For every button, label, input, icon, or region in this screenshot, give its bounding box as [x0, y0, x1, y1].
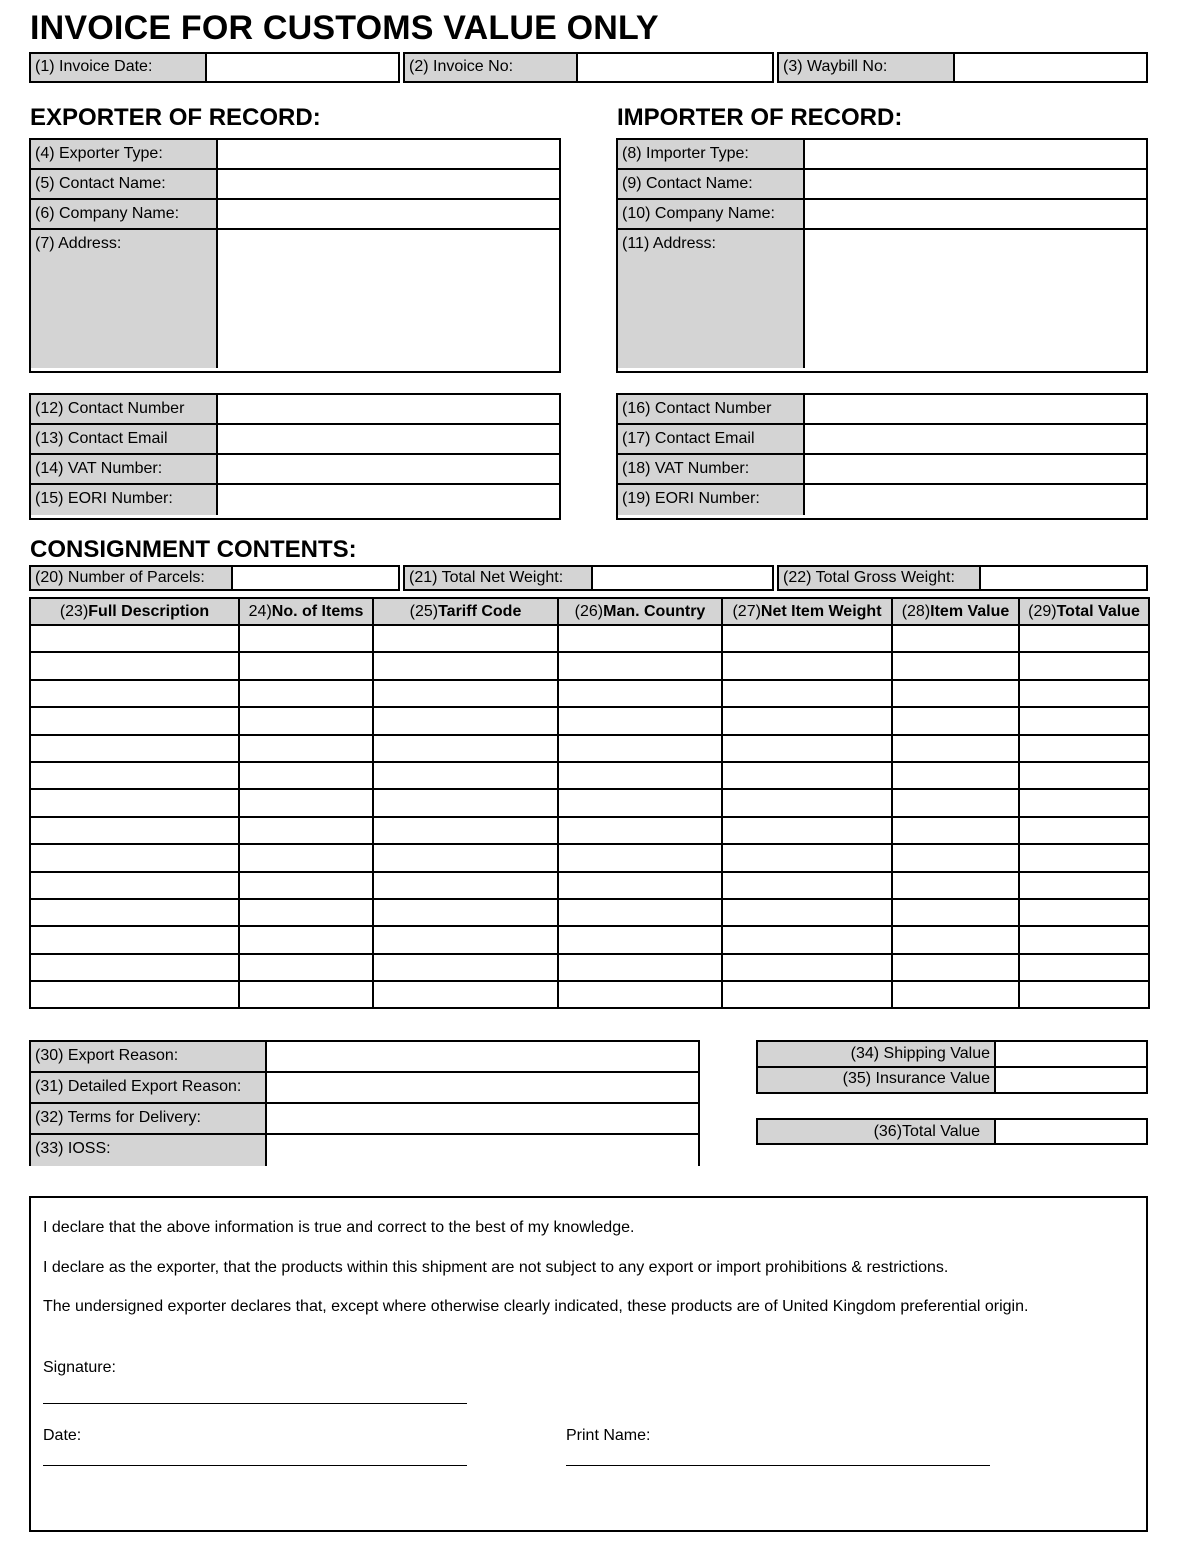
table-cell[interactable]	[239, 899, 373, 926]
importer-contact-email-label: (17) Contact Email	[618, 425, 805, 453]
table-cell[interactable]	[30, 954, 239, 981]
table-cell[interactable]	[30, 789, 239, 816]
table-cell[interactable]	[722, 844, 892, 871]
table-cell[interactable]	[373, 625, 558, 652]
declaration-line-1: I declare that the above information is true and correct to the best of my knowledge.	[43, 1219, 635, 1236]
table-cell[interactable]	[558, 954, 722, 981]
table-row	[30, 789, 1149, 816]
invoice-date-label: (1) Invoice Date:	[31, 54, 207, 81]
waybill-no-input[interactable]	[955, 54, 1146, 81]
table-row	[30, 707, 1149, 734]
net-weight-label: (21) Total Net Weight:	[405, 567, 593, 589]
terms-for-delivery-label: (32) Terms for Delivery:	[31, 1104, 267, 1133]
items-header-row	[30, 598, 1149, 625]
page-title: INVOICE FOR CUSTOMS VALUE ONLY	[30, 9, 659, 47]
table-cell[interactable]	[239, 707, 373, 734]
exporter-type-input[interactable]	[218, 140, 559, 168]
table-cell[interactable]	[1019, 872, 1149, 899]
table-cell[interactable]	[373, 872, 558, 899]
table-row	[30, 954, 1149, 981]
ioss-label: (33) IOSS:	[31, 1135, 267, 1166]
table-cell[interactable]	[892, 817, 1019, 844]
table-row	[30, 735, 1149, 762]
importer-address-input[interactable]	[805, 230, 1146, 368]
table-cell[interactable]	[373, 981, 558, 1008]
column-header: (29)Total Value	[1019, 598, 1149, 625]
table-cell[interactable]	[373, 707, 558, 734]
table-row	[30, 926, 1149, 953]
invoice-date-field	[29, 52, 400, 83]
table-cell[interactable]	[1019, 789, 1149, 816]
table-cell[interactable]	[239, 735, 373, 762]
importer-company-name-label: (10) Company Name:	[618, 200, 805, 228]
exporter-address-input[interactable]	[218, 230, 559, 368]
invoice-date-input[interactable]	[207, 54, 398, 81]
table-cell[interactable]	[558, 926, 722, 953]
table-cell[interactable]	[373, 926, 558, 953]
detailed-export-reason-input[interactable]	[267, 1073, 698, 1102]
importer-contact-number-label: (16) Contact Number	[618, 395, 805, 423]
table-cell[interactable]	[373, 789, 558, 816]
table-row	[30, 899, 1149, 926]
table-cell[interactable]	[722, 954, 892, 981]
table-cell[interactable]	[30, 844, 239, 871]
table-cell[interactable]	[892, 735, 1019, 762]
parcels-input[interactable]	[233, 567, 398, 589]
table-cell[interactable]	[1019, 652, 1149, 679]
column-header: 24)No. of Items	[239, 598, 373, 625]
table-cell[interactable]	[892, 680, 1019, 707]
table-cell[interactable]	[722, 652, 892, 679]
table-cell[interactable]	[558, 789, 722, 816]
table-row	[30, 680, 1149, 707]
table-cell[interactable]	[30, 680, 239, 707]
print-name-label: Print Name:	[566, 1427, 651, 1444]
importer-heading: IMPORTER OF RECORD:	[617, 104, 903, 131]
column-header: (26)Man. Country	[558, 598, 722, 625]
table-cell[interactable]	[1019, 981, 1149, 1008]
exporter-contact-name-input[interactable]	[218, 170, 559, 198]
table-row	[30, 981, 1149, 1008]
table-cell[interactable]	[373, 680, 558, 707]
exporter-contact-number-label: (12) Contact Number	[31, 395, 218, 423]
importer-contact-email-input[interactable]	[805, 425, 1146, 453]
signature-line[interactable]	[43, 1403, 467, 1404]
table-cell[interactable]	[892, 652, 1019, 679]
table-cell[interactable]	[239, 817, 373, 844]
importer-eori-input[interactable]	[805, 485, 1146, 515]
table-cell[interactable]	[558, 844, 722, 871]
exporter-vat-input[interactable]	[218, 455, 559, 483]
table-cell[interactable]	[892, 789, 1019, 816]
table-cell[interactable]	[373, 844, 558, 871]
table-cell[interactable]	[239, 652, 373, 679]
signature-label: Signature:	[43, 1359, 116, 1376]
parcels-field	[29, 565, 400, 591]
net-weight-input[interactable]	[593, 567, 772, 589]
total-value-label: (36)Total Value	[758, 1120, 996, 1143]
table-cell[interactable]	[722, 707, 892, 734]
date-line[interactable]	[43, 1465, 467, 1466]
table-cell[interactable]	[1019, 762, 1149, 789]
importer-vat-label: (18) VAT Number:	[618, 455, 805, 483]
export-reason-input[interactable]	[267, 1042, 698, 1071]
table-cell[interactable]	[558, 872, 722, 899]
table-cell[interactable]	[30, 872, 239, 899]
column-header: (27)Net Item Weight	[722, 598, 892, 625]
table-cell[interactable]	[722, 872, 892, 899]
table-cell[interactable]	[30, 707, 239, 734]
exporter-vat-label: (14) VAT Number:	[31, 455, 218, 483]
table-cell[interactable]	[892, 707, 1019, 734]
table-cell[interactable]	[373, 954, 558, 981]
table-cell[interactable]	[1019, 844, 1149, 871]
table-cell[interactable]	[892, 954, 1019, 981]
invoice-no-label: (2) Invoice No:	[405, 54, 578, 81]
insurance-value-label: (35) Insurance Value	[758, 1068, 996, 1092]
invoice-no-field	[403, 52, 774, 83]
net-weight-field	[403, 565, 774, 591]
waybill-no-field	[777, 52, 1148, 83]
exporter-heading: EXPORTER OF RECORD:	[30, 104, 321, 131]
importer-main-block	[616, 138, 1148, 373]
importer-company-name-input[interactable]	[805, 200, 1146, 228]
table-cell[interactable]	[558, 625, 722, 652]
table-cell[interactable]	[558, 680, 722, 707]
table-cell[interactable]	[239, 926, 373, 953]
waybill-no-label: (3) Waybill No:	[779, 54, 955, 81]
table-cell[interactable]	[558, 981, 722, 1008]
table-cell[interactable]	[722, 762, 892, 789]
exporter-contact-email-label: (13) Contact Email	[31, 425, 218, 453]
exporter-address-label: (7) Address:	[31, 230, 218, 368]
importer-contact-number-input[interactable]	[805, 395, 1146, 423]
table-cell[interactable]	[1019, 817, 1149, 844]
table-cell[interactable]	[30, 926, 239, 953]
table-cell[interactable]	[722, 625, 892, 652]
detailed-export-reason-label: (31) Detailed Export Reason:	[31, 1073, 267, 1102]
table-cell[interactable]	[892, 899, 1019, 926]
table-cell[interactable]	[30, 817, 239, 844]
ioss-input[interactable]	[267, 1135, 698, 1166]
table-cell[interactable]	[722, 899, 892, 926]
table-cell[interactable]	[373, 817, 558, 844]
value-block	[756, 1040, 1148, 1094]
table-cell[interactable]	[239, 872, 373, 899]
gross-weight-input[interactable]	[981, 567, 1146, 589]
total-value-input[interactable]	[996, 1120, 1146, 1143]
exporter-company-name-label: (6) Company Name:	[31, 200, 218, 228]
table-cell[interactable]	[1019, 926, 1149, 953]
declaration-line-3: The undersigned exporter declares that, except where otherwise clearly indicated, these products are of United Kingdom preferential origin.	[43, 1298, 1029, 1315]
table-cell[interactable]	[558, 707, 722, 734]
table-cell[interactable]	[722, 789, 892, 816]
table-cell[interactable]	[558, 817, 722, 844]
items-table	[29, 597, 1150, 1009]
exporter-main-block	[29, 138, 561, 373]
table-cell[interactable]	[892, 872, 1019, 899]
parcels-label: (20) Number of Parcels:	[31, 567, 233, 589]
table-cell[interactable]	[722, 981, 892, 1008]
print-name-line[interactable]	[566, 1465, 990, 1466]
gross-weight-field	[777, 565, 1148, 591]
gross-weight-label: (22) Total Gross Weight:	[779, 567, 981, 589]
table-cell[interactable]	[1019, 625, 1149, 652]
table-cell[interactable]	[558, 652, 722, 679]
exporter-contact-email-input[interactable]	[218, 425, 559, 453]
table-cell[interactable]	[892, 981, 1019, 1008]
table-cell[interactable]	[558, 735, 722, 762]
table-cell[interactable]	[722, 680, 892, 707]
table-cell[interactable]	[239, 789, 373, 816]
table-cell[interactable]	[30, 735, 239, 762]
table-row	[30, 844, 1149, 871]
exporter-contact-number-input[interactable]	[218, 395, 559, 423]
importer-contact-block	[616, 393, 1148, 520]
table-cell[interactable]	[373, 652, 558, 679]
table-cell[interactable]	[722, 817, 892, 844]
table-row	[30, 817, 1149, 844]
importer-vat-input[interactable]	[805, 455, 1146, 483]
table-cell[interactable]	[1019, 954, 1149, 981]
exporter-contact-name-label: (5) Contact Name:	[31, 170, 218, 198]
export-details-block	[29, 1040, 700, 1166]
table-cell[interactable]	[239, 762, 373, 789]
exporter-eori-input[interactable]	[218, 485, 559, 515]
export-reason-label: (30) Export Reason:	[31, 1042, 267, 1071]
column-header: (25)Tariff Code	[373, 598, 558, 625]
table-cell[interactable]	[892, 762, 1019, 789]
table-cell[interactable]	[373, 735, 558, 762]
consignment-heading: CONSIGNMENT CONTENTS:	[30, 536, 357, 563]
table-cell[interactable]	[722, 926, 892, 953]
importer-type-input[interactable]	[805, 140, 1146, 168]
table-cell[interactable]	[892, 844, 1019, 871]
exporter-eori-label: (15) EORI Number:	[31, 485, 218, 515]
importer-eori-label: (19) EORI Number:	[618, 485, 805, 515]
table-cell[interactable]	[558, 899, 722, 926]
importer-type-label: (8) Importer Type:	[618, 140, 805, 168]
table-cell[interactable]	[239, 625, 373, 652]
table-cell[interactable]	[30, 625, 239, 652]
table-cell[interactable]	[722, 735, 892, 762]
table-row	[30, 872, 1149, 899]
table-cell[interactable]	[239, 954, 373, 981]
table-cell[interactable]	[373, 762, 558, 789]
table-cell[interactable]	[373, 899, 558, 926]
table-row	[30, 652, 1149, 679]
invoice-no-input[interactable]	[578, 54, 772, 81]
table-row	[30, 625, 1149, 652]
table-cell[interactable]	[239, 981, 373, 1008]
shipping-value-label: (34) Shipping Value	[758, 1042, 996, 1066]
table-cell[interactable]	[30, 899, 239, 926]
declaration-box	[29, 1196, 1148, 1532]
exporter-type-label: (4) Exporter Type:	[31, 140, 218, 168]
exporter-contact-block	[29, 393, 561, 520]
terms-for-delivery-input[interactable]	[267, 1104, 698, 1133]
table-cell[interactable]	[1019, 899, 1149, 926]
table-row	[30, 762, 1149, 789]
table-cell[interactable]	[892, 926, 1019, 953]
table-cell[interactable]	[30, 981, 239, 1008]
column-header: (23)Full Description	[30, 598, 239, 625]
shipping-value-input[interactable]	[996, 1042, 1146, 1066]
importer-contact-name-input[interactable]	[805, 170, 1146, 198]
exporter-company-name-input[interactable]	[218, 200, 559, 228]
importer-address-label: (11) Address:	[618, 230, 805, 368]
table-cell[interactable]	[30, 762, 239, 789]
table-cell[interactable]	[1019, 735, 1149, 762]
date-label: Date:	[43, 1427, 82, 1444]
table-cell[interactable]	[1019, 680, 1149, 707]
insurance-value-input[interactable]	[996, 1068, 1146, 1092]
table-cell[interactable]	[239, 844, 373, 871]
table-cell[interactable]	[892, 625, 1019, 652]
table-cell[interactable]	[1019, 707, 1149, 734]
importer-contact-name-label: (9) Contact Name:	[618, 170, 805, 198]
column-header: (28)Item Value	[892, 598, 1019, 625]
table-cell[interactable]	[558, 762, 722, 789]
declaration-line-2: I declare as the exporter, that the products within this shipment are not subject to any export or import prohibitions & restrictions.	[43, 1259, 949, 1276]
total-value-field	[756, 1118, 1148, 1145]
table-cell[interactable]	[239, 680, 373, 707]
table-cell[interactable]	[30, 652, 239, 679]
